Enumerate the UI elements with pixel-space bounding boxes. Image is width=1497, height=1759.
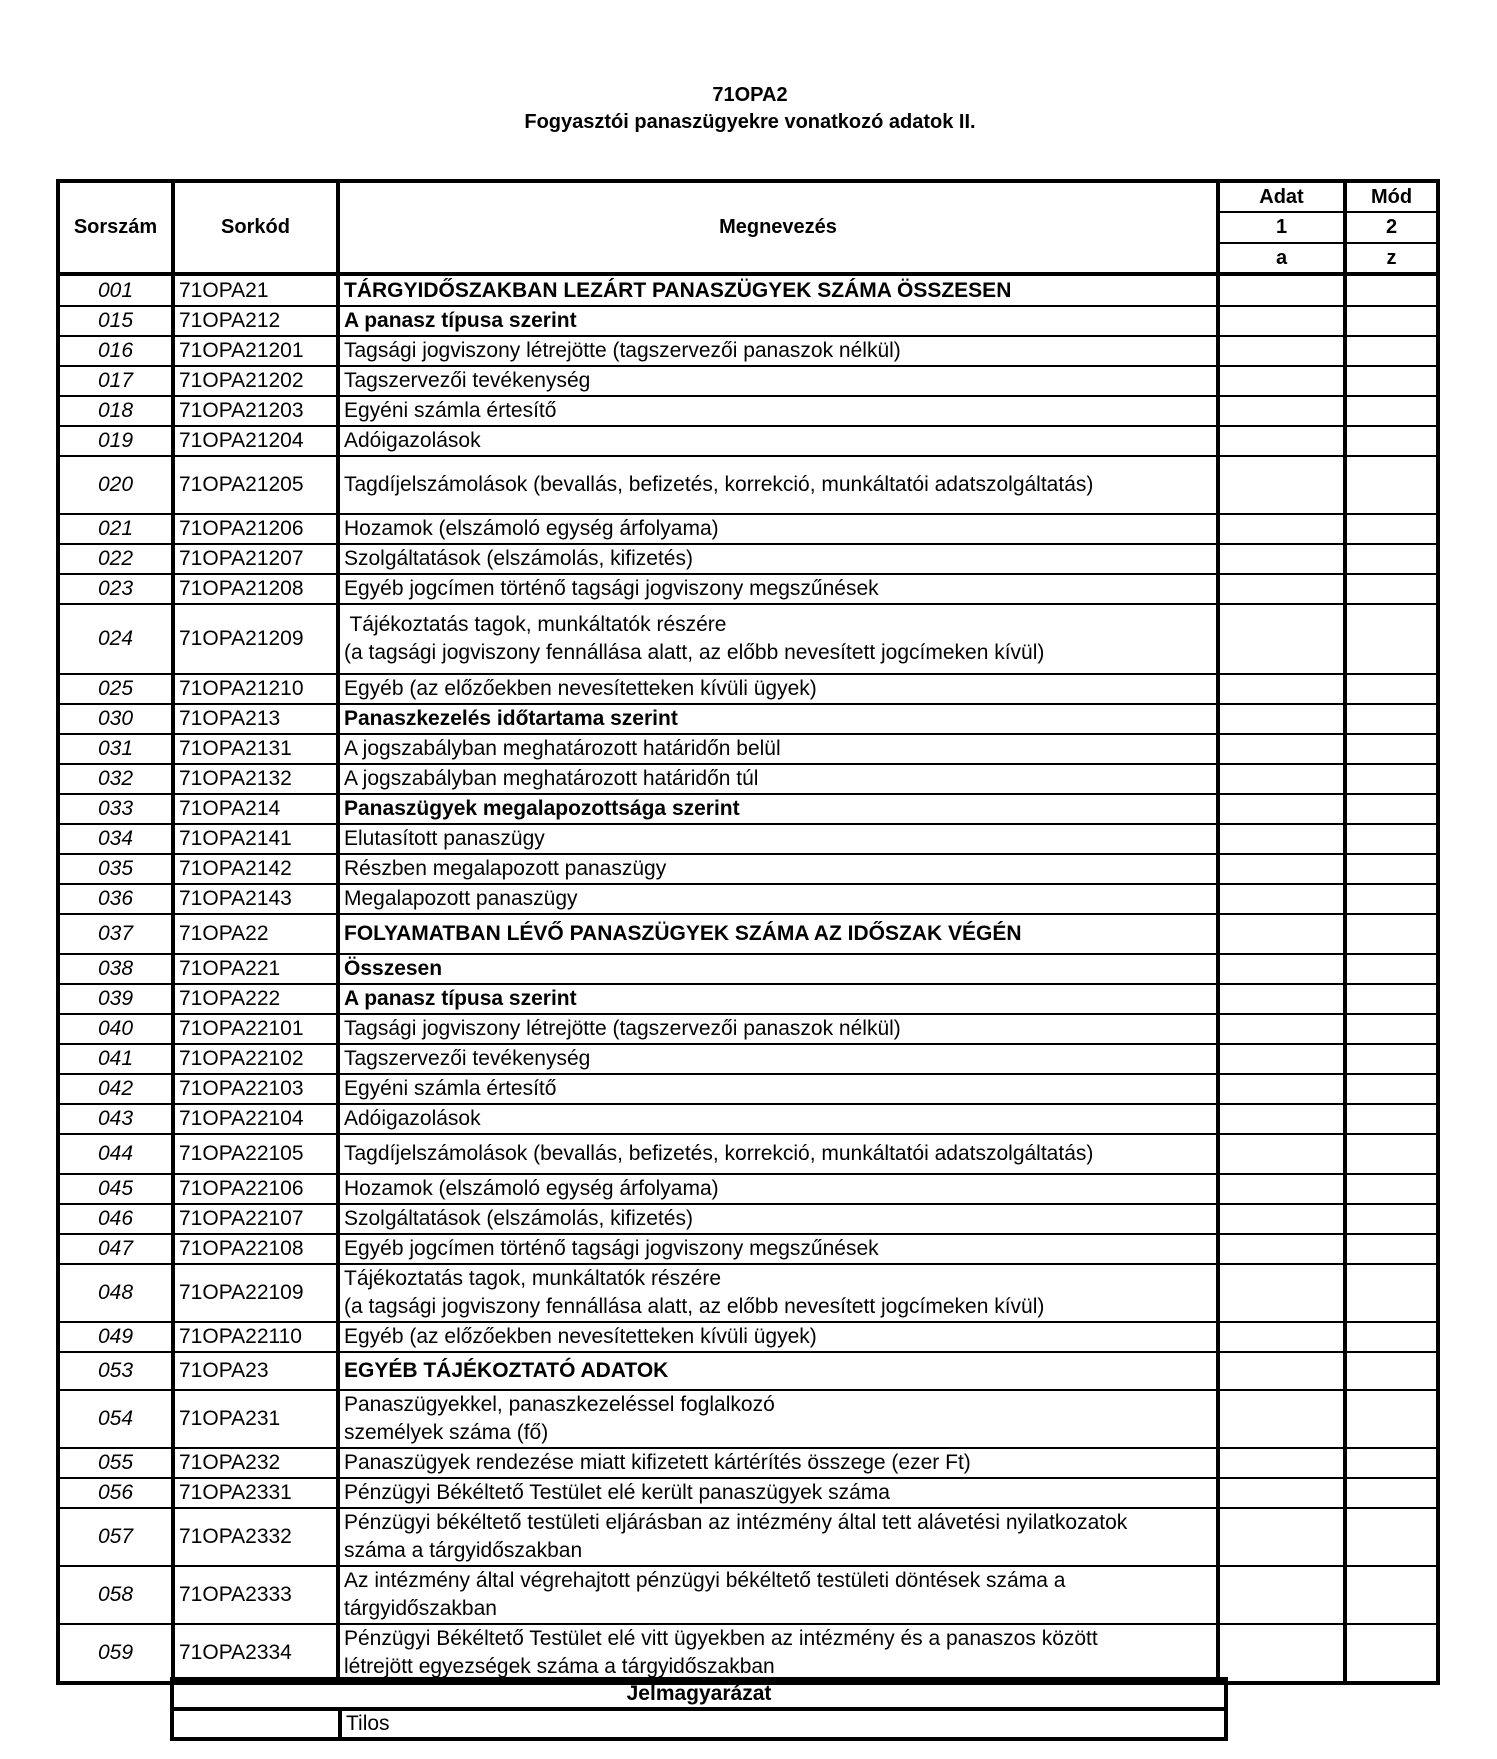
mod-cell[interactable] [1345,1134,1438,1174]
row-description: Tagszervezői tevékenység [338,1044,1218,1074]
data-table [56,179,1440,1685]
row-description: Szolgáltatások (elszámolás, kifizetés) [338,1204,1218,1234]
mod-cell[interactable] [1345,674,1438,704]
table-row [58,274,1438,306]
mod-cell[interactable] [1345,366,1438,396]
mod-cell[interactable] [1345,1624,1438,1683]
row-code: 71OPA22107 [173,1204,338,1234]
row-number: 023 [58,574,173,604]
row-code: 71OPA22105 [173,1134,338,1174]
row-number: 020 [58,456,173,514]
row-code: 71OPA21202 [173,366,338,396]
adat-cell[interactable] [1218,306,1345,336]
form-header [0,82,1497,136]
row-number: 036 [58,884,173,914]
table-row [58,954,1438,984]
table-row [58,1134,1438,1174]
row-code: 71OPA213 [173,704,338,734]
row-code: 71OPA21206 [173,514,338,544]
adat-cell[interactable] [1218,1104,1345,1134]
col-header-adat: Adat [1218,181,1345,212]
row-code: 71OPA21203 [173,396,338,426]
adat-cell[interactable] [1218,914,1345,954]
row-description: Tájékoztatás tagok, munkáltatók részére (a tagsági jogviszony fennállása alatt, az előbb nevesített jogcímeken kívül) [338,1264,1218,1322]
table-row [58,1174,1438,1204]
mod-cell[interactable] [1345,954,1438,984]
adat-cell[interactable] [1218,396,1345,426]
row-description: Elutasított panaszügy [338,824,1218,854]
table-row [58,914,1438,954]
row-number: 053 [58,1352,173,1390]
row-number: 018 [58,396,173,426]
adat-cell[interactable] [1218,704,1345,734]
row-number: 030 [58,704,173,734]
row-code: 71OPA22108 [173,1234,338,1264]
table-row [58,336,1438,366]
row-description: A jogszabályban meghatározott határidőn túl [338,764,1218,794]
mod-cell[interactable] [1345,854,1438,884]
table-row [58,1234,1438,1264]
row-code: 71OPA2331 [173,1478,338,1508]
mod-cell[interactable] [1345,274,1438,306]
table-row [58,1478,1438,1508]
mod-cell[interactable] [1345,456,1438,514]
row-number: 015 [58,306,173,336]
mod-cell[interactable] [1345,914,1438,954]
row-code: 71OPA23 [173,1352,338,1390]
row-number: 042 [58,1074,173,1104]
row-description: Tájékoztatás tagok, munkáltatók részére (a tagsági jogviszony fennállása alatt, az előbb nevesített jogcímeken kívül) [338,604,1218,674]
row-code: 71OPA21205 [173,456,338,514]
row-description: Panaszügyekkel, panaszkezeléssel foglalkozó személyek száma (fő) [338,1390,1218,1448]
mod-cell[interactable] [1345,734,1438,764]
table-body [58,274,1438,1683]
row-code: 71OPA21 [173,274,338,306]
adat-cell[interactable] [1218,274,1345,306]
col-header-megnevezes: Megnevezés [338,181,1218,274]
mod-cell[interactable] [1345,336,1438,366]
legend-label: Tilos [340,1709,1226,1739]
row-description: Pénzügyi Békéltető Testület elé vitt ügyekben az intézmény és a panaszos között létrejött egyezségek száma a tárgyidőszakban [338,1624,1218,1683]
row-description: Egyéb (az előzőekben nevesítetteken kívüli ügyek) [338,1322,1218,1352]
row-code: 71OPA21210 [173,674,338,704]
row-number: 021 [58,514,173,544]
table-row [58,1322,1438,1352]
row-code: 71OPA222 [173,984,338,1014]
mod-cell[interactable] [1345,1074,1438,1104]
mod-cell[interactable] [1345,1390,1438,1448]
adat-cell[interactable] [1218,574,1345,604]
col-header-adat-num: 1 [1218,212,1345,243]
row-code: 71OPA2141 [173,824,338,854]
col-header-mod: Mód [1345,181,1438,212]
table-row [58,884,1438,914]
table-row [58,1044,1438,1074]
row-description: Adóigazolások [338,1104,1218,1134]
col-header-mod-num: 2 [1345,212,1438,243]
mod-cell[interactable] [1345,1104,1438,1134]
adat-cell[interactable] [1218,1204,1345,1234]
row-number: 038 [58,954,173,984]
mod-cell[interactable] [1345,1044,1438,1074]
adat-cell[interactable] [1218,1478,1345,1508]
row-number: 019 [58,426,173,456]
row-code: 71OPA21208 [173,574,338,604]
row-code: 71OPA212 [173,306,338,336]
row-description: Tagdíjelszámolások (bevallás, befizetés, korrekció, munkáltatói adatszolgáltatás) [338,1134,1218,1174]
adat-cell[interactable] [1218,1174,1345,1204]
row-number: 025 [58,674,173,704]
table-row [58,366,1438,396]
table-row [58,544,1438,574]
row-number: 024 [58,604,173,674]
row-description: A jogszabályban meghatározott határidőn belül [338,734,1218,764]
row-description: Tagsági jogviszony létrejötte (tagszervezői panaszok nélkül) [338,1014,1218,1044]
table-header [58,181,1438,274]
adat-cell[interactable] [1218,1322,1345,1352]
row-number: 056 [58,1478,173,1508]
adat-cell[interactable] [1218,1014,1345,1044]
adat-cell[interactable] [1218,544,1345,574]
row-number: 046 [58,1204,173,1234]
row-code: 71OPA21201 [173,336,338,366]
row-number: 022 [58,544,173,574]
table-row [58,1264,1438,1322]
row-code: 71OPA21209 [173,604,338,674]
row-code: 71OPA2332 [173,1508,338,1566]
table-row [58,734,1438,764]
mod-cell[interactable] [1345,1566,1438,1624]
row-number: 058 [58,1566,173,1624]
table-row [58,1074,1438,1104]
adat-cell[interactable] [1218,604,1345,674]
legend-symbol [172,1709,340,1739]
row-code: 71OPA21207 [173,544,338,574]
table-row [58,854,1438,884]
table-row [58,1390,1438,1448]
adat-cell[interactable] [1218,1352,1345,1390]
form-code: 71OPA2 [712,84,788,106]
mod-cell[interactable] [1345,984,1438,1014]
row-description: Hozamok (elszámoló egység árfolyama) [338,514,1218,544]
row-code: 71OPA232 [173,1448,338,1478]
mod-cell[interactable] [1345,764,1438,794]
row-code: 71OPA2334 [173,1624,338,1683]
row-description: Tagszervezői tevékenység [338,366,1218,396]
row-number: 037 [58,914,173,954]
row-number: 055 [58,1448,173,1478]
row-description: Panaszkezelés időtartama szerint [338,704,1218,734]
table-row [58,1508,1438,1566]
col-header-mod-code: z [1345,243,1438,274]
table-row [58,1204,1438,1234]
row-description: Tagdíjelszámolások (bevallás, befizetés, korrekció, munkáltatói adatszolgáltatás) [338,456,1218,514]
mod-cell[interactable] [1345,1204,1438,1234]
mod-cell[interactable] [1345,306,1438,336]
row-number: 039 [58,984,173,1014]
legend-title: Jelmagyarázat [172,1679,1226,1709]
row-number: 001 [58,274,173,306]
row-number: 049 [58,1322,173,1352]
mod-cell[interactable] [1345,396,1438,426]
adat-cell[interactable] [1218,794,1345,824]
form-title: Fogyasztói panaszügyekre vonatkozó adatok II. [524,111,976,133]
adat-cell[interactable] [1218,1044,1345,1074]
row-code: 71OPA221 [173,954,338,984]
row-number: 034 [58,824,173,854]
table-row [58,456,1438,514]
table-row [58,306,1438,336]
row-description: Tagsági jogviszony létrejötte (tagszervezői panaszok nélkül) [338,336,1218,366]
table-row [58,1566,1438,1624]
row-number: 048 [58,1264,173,1322]
table-row [58,984,1438,1014]
row-code: 71OPA2142 [173,854,338,884]
mod-cell[interactable] [1345,514,1438,544]
row-code: 71OPA214 [173,794,338,824]
adat-cell[interactable] [1218,884,1345,914]
adat-cell[interactable] [1218,456,1345,514]
adat-cell[interactable] [1218,674,1345,704]
row-description: Részben megalapozott panaszügy [338,854,1218,884]
mod-cell[interactable] [1345,1478,1438,1508]
row-description: FOLYAMATBAN LÉVŐ PANASZÜGYEK SZÁMA AZ IDŐSZAK VÉGÉN [338,914,1218,954]
table-row [58,1624,1438,1683]
mod-cell[interactable] [1345,1014,1438,1044]
table-row [58,704,1438,734]
table-row [58,574,1438,604]
table-row [58,824,1438,854]
row-code: 71OPA2143 [173,884,338,914]
row-number: 040 [58,1014,173,1044]
adat-cell[interactable] [1218,426,1345,456]
mod-cell[interactable] [1345,544,1438,574]
adat-cell[interactable] [1218,984,1345,1014]
adat-cell[interactable] [1218,514,1345,544]
row-description: Megalapozott panaszügy [338,884,1218,914]
row-number: 059 [58,1624,173,1683]
row-code: 71OPA21204 [173,426,338,456]
adat-cell[interactable] [1218,1624,1345,1683]
row-description: Panaszügyek megalapozottsága szerint [338,794,1218,824]
row-description: A panasz típusa szerint [338,306,1218,336]
table-row [58,1352,1438,1390]
col-header-adat-code: a [1218,243,1345,274]
table-row [58,514,1438,544]
adat-cell[interactable] [1218,1390,1345,1448]
row-description: A panasz típusa szerint [338,984,1218,1014]
row-number: 045 [58,1174,173,1204]
mod-cell[interactable] [1345,1264,1438,1322]
col-header-sorkod: Sorkód [173,181,338,274]
mod-cell[interactable] [1345,824,1438,854]
row-number: 057 [58,1508,173,1566]
row-description: Pénzügyi Békéltető Testület elé került panaszügyek száma [338,1478,1218,1508]
mod-cell[interactable] [1345,1174,1438,1204]
row-description: EGYÉB TÁJÉKOZTATÓ ADATOK [338,1352,1218,1390]
adat-cell[interactable] [1218,1508,1345,1566]
adat-cell[interactable] [1218,764,1345,794]
row-code: 71OPA22109 [173,1264,338,1322]
table-row [58,674,1438,704]
table-row [58,396,1438,426]
mod-cell[interactable] [1345,884,1438,914]
row-number: 031 [58,734,173,764]
row-description: Adóigazolások [338,426,1218,456]
col-header-sorszam: Sorszám [58,181,173,274]
row-code: 71OPA22110 [173,1322,338,1352]
row-description: Egyéni számla értesítő [338,1074,1218,1104]
mod-cell[interactable] [1345,1448,1438,1478]
row-description: Hozamok (elszámoló egység árfolyama) [338,1174,1218,1204]
row-code: 71OPA22 [173,914,338,954]
adat-cell[interactable] [1218,734,1345,764]
row-number: 041 [58,1044,173,1074]
row-description: TÁRGYIDŐSZAKBAN LEZÁRT PANASZÜGYEK SZÁMA ÖSSZESEN [338,274,1218,306]
row-description: Egyéb (az előzőekben nevesítetteken kívüli ügyek) [338,674,1218,704]
mod-cell[interactable] [1345,574,1438,604]
row-number: 047 [58,1234,173,1264]
table-row [58,426,1438,456]
adat-cell[interactable] [1218,1566,1345,1624]
adat-cell[interactable] [1218,366,1345,396]
row-number: 035 [58,854,173,884]
adat-cell[interactable] [1218,1074,1345,1104]
row-number: 032 [58,764,173,794]
adat-cell[interactable] [1218,854,1345,884]
row-code: 71OPA22104 [173,1104,338,1134]
row-description: Egyéni számla értesítő [338,396,1218,426]
mod-cell[interactable] [1345,704,1438,734]
mod-cell[interactable] [1345,1508,1438,1566]
adat-cell[interactable] [1218,1264,1345,1322]
adat-cell[interactable] [1218,336,1345,366]
row-code: 71OPA22102 [173,1044,338,1074]
row-code: 71OPA22106 [173,1174,338,1204]
adat-cell[interactable] [1218,824,1345,854]
mod-cell[interactable] [1345,604,1438,674]
row-number: 044 [58,1134,173,1174]
legend-table [170,1677,1228,1741]
row-description: Egyéb jogcímen történő tagsági jogviszony megszűnések [338,574,1218,604]
row-description: Az intézmény által végrehajtott pénzügyi békéltető testületi döntések száma a tárgyidőszakban [338,1566,1218,1624]
mod-cell[interactable] [1345,794,1438,824]
row-code: 71OPA22101 [173,1014,338,1044]
mod-cell[interactable] [1345,426,1438,456]
mod-cell[interactable] [1345,1352,1438,1390]
adat-cell[interactable] [1218,1134,1345,1174]
mod-cell[interactable] [1345,1322,1438,1352]
table-row [58,604,1438,674]
row-description: Panaszügyek rendezése miatt kifizetett kártérítés összege (ezer Ft) [338,1448,1218,1478]
table-row [58,1014,1438,1044]
row-number: 054 [58,1390,173,1448]
row-code: 71OPA22103 [173,1074,338,1104]
table-row [58,1104,1438,1134]
row-description: Egyéb jogcímen történő tagsági jogviszony megszűnések [338,1234,1218,1264]
table-row [58,794,1438,824]
adat-cell[interactable] [1218,1234,1345,1264]
adat-cell[interactable] [1218,954,1345,984]
row-description: Összesen [338,954,1218,984]
row-number: 033 [58,794,173,824]
table-row [58,1448,1438,1478]
row-number: 043 [58,1104,173,1134]
row-description: Szolgáltatások (elszámolás, kifizetés) [338,544,1218,574]
row-code: 71OPA2132 [173,764,338,794]
adat-cell[interactable] [1218,1448,1345,1478]
mod-cell[interactable] [1345,1234,1438,1264]
row-code: 71OPA2333 [173,1566,338,1624]
row-number: 016 [58,336,173,366]
row-number: 017 [58,366,173,396]
table-row [58,764,1438,794]
row-code: 71OPA2131 [173,734,338,764]
row-code: 71OPA231 [173,1390,338,1448]
row-description: Pénzügyi békéltető testületi eljárásban az intézmény által tett alávetési nyilatkozatok száma a tárgyidőszakban [338,1508,1218,1566]
